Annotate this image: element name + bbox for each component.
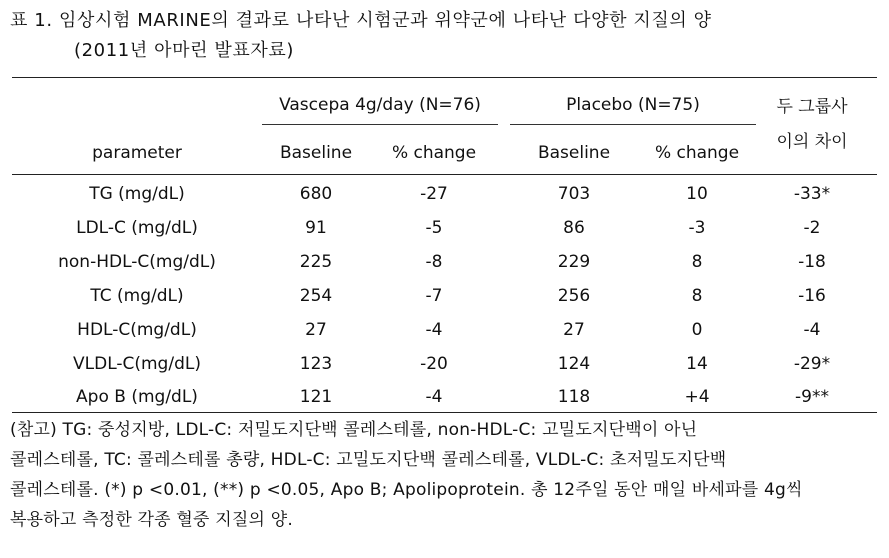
group-header-vascepa: Vascepa 4g/day (N=76): [279, 95, 481, 115]
group-header-placebo: Placebo (N=75): [566, 95, 700, 115]
diff-header-line-2: 이의 차이: [776, 132, 848, 152]
row-vascepa-change: -7: [425, 286, 443, 306]
vascepa-change-header: % change: [391, 143, 477, 163]
row-vascepa-baseline: 225: [299, 252, 333, 272]
row-group-difference: -29*: [793, 354, 831, 374]
row-placebo-change: 14: [686, 354, 708, 374]
row-placebo-baseline: 86: [563, 218, 585, 238]
caption-line-2: (2011년 아마린 발표자료): [74, 40, 294, 61]
row-vascepa-change: -4: [425, 320, 443, 340]
row-parameter: LDL-C (mg/dL): [76, 218, 198, 238]
row-group-difference: -4: [803, 320, 821, 340]
placebo-change-header: % change: [654, 143, 740, 163]
row-placebo-baseline: 124: [557, 354, 591, 374]
row-vascepa-baseline: 121: [299, 387, 333, 407]
row-vascepa-change: -5: [425, 218, 443, 238]
row-group-difference: -16: [798, 286, 826, 306]
vascepa-baseline-header: Baseline: [279, 143, 353, 163]
group-underline-vascepa: [262, 124, 498, 125]
row-placebo-baseline: 118: [557, 387, 591, 407]
row-placebo-baseline: 703: [557, 184, 591, 204]
row-parameter: non-HDL-C(mg/dL): [58, 252, 216, 272]
group-underline-placebo: [510, 124, 756, 125]
row-parameter: TC (mg/dL): [90, 286, 184, 306]
row-placebo-baseline: 27: [563, 320, 585, 340]
footnote-line-3: 콜레스테롤. (*) p <0.01, (**) p <0.05, Apo B; Apolipoprotein. 총 12주일 동안 매일 바세파를 4g씩: [10, 480, 803, 500]
table-top-rule: [12, 77, 877, 78]
row-placebo-change: 10: [686, 184, 708, 204]
caption-line-1: 표 1. 임상시험 MARINE의 결과로 나타난 시험군과 위약군에 나타난 다양한 지질의 양: [10, 10, 712, 31]
row-group-difference: -18: [798, 252, 826, 272]
table-caption: [10, 6, 882, 66]
row-parameter: HDL-C(mg/dL): [77, 320, 197, 340]
row-vascepa-change: -27: [420, 184, 448, 204]
row-placebo-change: -3: [688, 218, 706, 238]
row-group-difference: -2: [803, 218, 821, 238]
row-group-difference: -9**: [795, 387, 829, 407]
row-placebo-baseline: 256: [557, 286, 591, 306]
row-placebo-baseline: 229: [557, 252, 591, 272]
row-vascepa-baseline: 123: [299, 354, 333, 374]
row-placebo-change: 8: [691, 286, 703, 306]
diff-header-line-1: 두 그룹사: [776, 97, 848, 117]
row-parameter: TG (mg/dL): [89, 184, 185, 204]
row-parameter: Apo B (mg/dL): [76, 387, 198, 407]
table-bottom-rule: [12, 412, 877, 413]
row-placebo-change: 8: [691, 252, 703, 272]
row-parameter: VLDL-C(mg/dL): [73, 354, 201, 374]
row-vascepa-change: -20: [420, 354, 448, 374]
row-vascepa-change: -8: [425, 252, 443, 272]
table-header-rule: [12, 174, 877, 175]
parameter-header: parameter: [92, 143, 182, 163]
row-vascepa-baseline: 254: [299, 286, 333, 306]
footnote-line-2: 콜레스테롤, TC: 콜레스테롤 총량, HDL-C: 고밀도지단백 콜레스테롤, VLDL-C: 초저밀도지단백: [10, 450, 727, 470]
footnote-line-4: 복용하고 측정한 각종 혈중 지질의 양.: [10, 510, 293, 530]
row-vascepa-change: -4: [425, 387, 443, 407]
placebo-baseline-header: Baseline: [537, 143, 611, 163]
row-vascepa-baseline: 91: [305, 218, 327, 238]
row-placebo-change: 0: [691, 320, 703, 340]
row-vascepa-baseline: 680: [299, 184, 333, 204]
footnote-line-1: (참고) TG: 중성지방, LDL-C: 저밀도지단백 콜레스테롤, non-HDL-C: 고밀도지단백이 아닌: [10, 420, 698, 440]
row-group-difference: -33*: [793, 184, 831, 204]
row-vascepa-baseline: 27: [305, 320, 327, 340]
row-placebo-change: +4: [684, 387, 710, 407]
table-footnote: [10, 415, 882, 535]
